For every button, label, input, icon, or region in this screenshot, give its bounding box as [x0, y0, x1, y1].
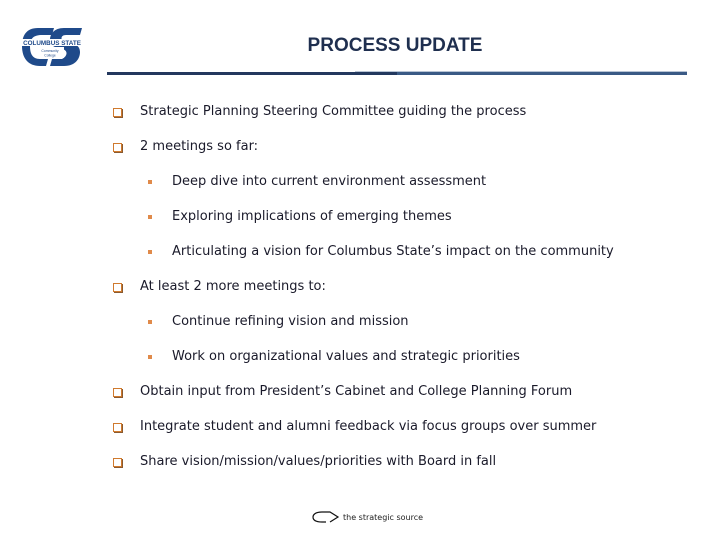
columbus-state-logo — [18, 26, 86, 68]
hollow-square-bullet-icon — [113, 423, 122, 432]
hollow-square-bullet-icon — [113, 283, 122, 292]
list-item — [172, 209, 452, 224]
list-item — [140, 419, 596, 434]
list-item-text: 2 meetings so far: — [140, 139, 259, 154]
list-item — [140, 454, 496, 469]
page-title: PROCESS UPDATE — [307, 35, 483, 56]
list-item-text: Articulating a vision for Columbus State’s impact on the community — [172, 244, 614, 259]
list-item-text: Exploring implications of emerging themes — [172, 209, 452, 224]
list-item — [140, 139, 258, 154]
hollow-square-bullet-icon — [113, 458, 122, 467]
list-item — [172, 314, 409, 329]
list-item — [172, 244, 614, 259]
svg-text:College: College — [44, 53, 56, 58]
list-item-text: Share vision/mission/values/priorities with Board in fall — [140, 454, 497, 469]
list-item-text: Obtain input from President’s Cabinet and College Planning Forum — [140, 384, 573, 399]
hollow-square-bullet-icon — [113, 143, 122, 152]
square-bullet-icon — [148, 180, 152, 184]
list-item-text: Deep dive into current environment assessment — [172, 174, 487, 189]
list-item — [140, 279, 326, 294]
svg-text:Community: Community — [41, 49, 59, 53]
list-item-text: Strategic Planning Steering Committee guiding the process — [140, 104, 527, 119]
list-item — [140, 384, 572, 399]
list-item-text: Integrate student and alumni feedback via focus groups over summer — [140, 419, 597, 434]
hollow-square-bullet-icon — [113, 108, 122, 117]
title-divider-light — [355, 71, 687, 75]
square-bullet-icon — [148, 250, 152, 254]
svg-text:COLUMBUS STATE: COLUMBUS STATE — [23, 40, 81, 47]
list-item — [172, 349, 520, 364]
arrow-loop-icon — [312, 510, 340, 524]
list-item — [172, 174, 486, 189]
square-bullet-icon — [148, 320, 152, 324]
footer-text: the strategic source — [343, 512, 424, 522]
footer-logo — [312, 510, 423, 524]
list-item-text: At least 2 more meetings to: — [140, 279, 326, 294]
list-item-text: Work on organizational values and strategic priorities — [172, 349, 520, 364]
square-bullet-icon — [148, 215, 152, 219]
list-item — [140, 104, 526, 119]
title-divider-dark — [107, 72, 397, 75]
hollow-square-bullet-icon — [113, 388, 122, 397]
square-bullet-icon — [148, 355, 152, 359]
list-item-text: Continue refining vision and mission — [172, 314, 409, 329]
